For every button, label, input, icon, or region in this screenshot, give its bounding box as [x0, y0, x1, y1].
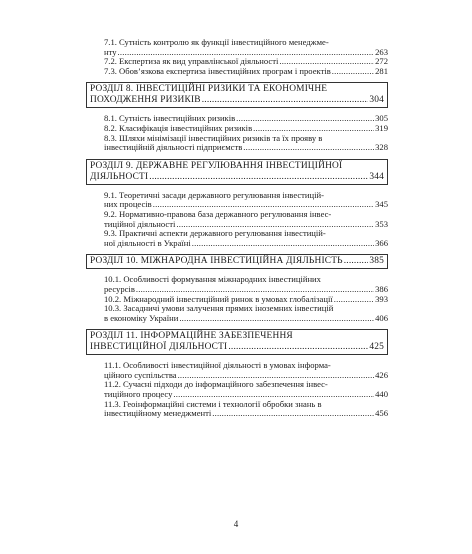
- toc-section-8[interactable]: [86, 82, 388, 108]
- entry-line: інвестиційній діяльності підприємств: [104, 142, 243, 153]
- page-ref: 263: [375, 46, 388, 57]
- leader-dots: [334, 295, 374, 305]
- entry-line: них процесів: [104, 199, 152, 210]
- table-of-contents: [86, 38, 388, 419]
- entry-line: 10.1. Особливості формування міжнародних інвестиційних: [104, 274, 321, 285]
- entry-title: 7.3. Обов’язкова експертиза інвестиційних програм і проектів: [104, 65, 331, 76]
- page-ref: 393: [375, 293, 388, 304]
- leader-dots: [332, 67, 374, 77]
- toc-entry-8-3[interactable]: [86, 134, 388, 153]
- leader-dots: [149, 172, 368, 183]
- section-line: РОЗДІЛ 11. ІНФОРМАЦІЙНЕ ЗАБЕЗПЕЧЕННЯ: [90, 331, 293, 342]
- leader-dots: [179, 314, 374, 324]
- entry-line: 7.1. Сутність контролю як функції інвестиційного менеджме-: [104, 37, 329, 47]
- toc-section-11[interactable]: [86, 329, 388, 355]
- entry-line: тиційного процесу: [104, 389, 173, 400]
- entry-line: 10.3. Засадничі умови залучення прямих іноземних інвестицій: [104, 303, 334, 314]
- leader-dots: [212, 409, 374, 419]
- toc-entry-10-3[interactable]: [86, 304, 388, 323]
- leader-dots: [344, 256, 369, 267]
- toc-entry-11-1[interactable]: [86, 361, 388, 380]
- entry-line: в економіку України: [104, 312, 179, 323]
- section-line: ІНВЕСТИЦІЙНОЇ ДІЯЛЬНОСТІ: [90, 342, 228, 353]
- toc-section-10[interactable]: [86, 254, 388, 269]
- leader-dots: [243, 143, 374, 153]
- toc-entry-10-1[interactable]: [86, 275, 388, 294]
- toc-entry-7-1[interactable]: [86, 38, 388, 57]
- entry-line: 8.3. Шляхи мінімізації інвестиційних ризиків та їх прояву в: [104, 132, 323, 143]
- entry-title: 8.1. Сутність інвестиційних ризиків: [104, 113, 236, 124]
- entry-line: 9.3. Практичні аспекти державного регулювання інвестицій-: [104, 228, 326, 239]
- toc-entry-11-3[interactable]: [86, 400, 388, 419]
- page-ref: 304: [369, 95, 384, 106]
- leader-dots: [228, 342, 368, 353]
- page-ref: 366: [375, 237, 388, 248]
- toc-entry-7-3[interactable]: [86, 67, 388, 77]
- page-number: 4: [233, 519, 239, 529]
- page-ref: 345: [375, 199, 388, 210]
- page-ref: 426: [375, 369, 388, 380]
- leader-dots: [236, 114, 374, 124]
- entry-line: 9.1. Теоретичні засади державного регулювання інвестицій-: [104, 189, 324, 200]
- page-ref: 406: [375, 312, 388, 323]
- page-ref: 281: [375, 65, 388, 76]
- entry-title: 10.2. Міжнародний інвестиційний ринок в умовах глобалізації: [104, 293, 333, 304]
- leader-dots: [192, 239, 374, 249]
- page-ref: 305: [375, 113, 388, 124]
- entry-line: 11.3. Геоінформаційні системи і технології обробки знань в: [104, 398, 322, 409]
- entry-line: тиційної діяльності: [104, 218, 176, 229]
- section-line: РОЗДІЛ 10. МІЖНАРОДНА ІНВЕСТИЦІЙНА ДІЯЛЬНІСТЬ: [90, 256, 343, 267]
- entry-line: ресурсів: [104, 283, 135, 294]
- section-line: ДІЯЛЬНОСТІ: [90, 171, 149, 182]
- toc-entry-9-1[interactable]: [86, 191, 388, 210]
- toc-section-9[interactable]: [86, 159, 388, 185]
- entry-line: ної діяльності в Україні: [104, 237, 191, 248]
- entry-line: 9.2. Нормативно-правова база державного регулювання інвес-: [104, 208, 332, 219]
- entry-title: 7.2. Експертиза як вид управлінської діяльності: [104, 56, 279, 67]
- entry-line: нту: [104, 46, 117, 57]
- entry-line: інвестиційному менеджменті: [104, 408, 212, 419]
- page-ref: 386: [375, 283, 388, 294]
- page-ref: 425: [369, 342, 384, 353]
- page-ref: 328: [375, 142, 388, 153]
- page-ref: 353: [375, 218, 388, 229]
- page-ref: 319: [375, 122, 388, 133]
- section-line: ПОХОДЖЕННЯ РИЗИКІВ: [90, 95, 201, 106]
- section-line: РОЗДІЛ 8. ІНВЕСТИЦІЙНІ РИЗИКИ ТА ЕКОНОМІЧНЕ: [90, 84, 328, 95]
- page-ref: 456: [375, 408, 388, 419]
- entry-line: ційного суспільства: [104, 369, 177, 380]
- entry-line: 11.1. Особливості інвестиційної діяльності в умовах інформа-: [104, 360, 331, 371]
- page-ref: 440: [375, 389, 388, 400]
- entry-line: 11.2. Сучасні підходи до інформаційного забезпечення інвес-: [104, 379, 328, 390]
- entry-title: 8.2. Класифікація інвестиційних ризиків: [104, 122, 253, 133]
- page-ref: 385: [369, 256, 384, 267]
- page-ref: 344: [369, 171, 384, 182]
- toc-entry-11-2[interactable]: [86, 380, 388, 399]
- leader-dots: [202, 95, 369, 106]
- toc-entry-9-2[interactable]: [86, 210, 388, 229]
- page-ref: 272: [375, 56, 388, 67]
- section-line: РОЗДІЛ 9. ДЕРЖАВНЕ РЕГУЛЮВАННЯ ІНВЕСТИЦІЙНОЇ: [90, 160, 343, 171]
- toc-entry-9-3[interactable]: [86, 229, 388, 248]
